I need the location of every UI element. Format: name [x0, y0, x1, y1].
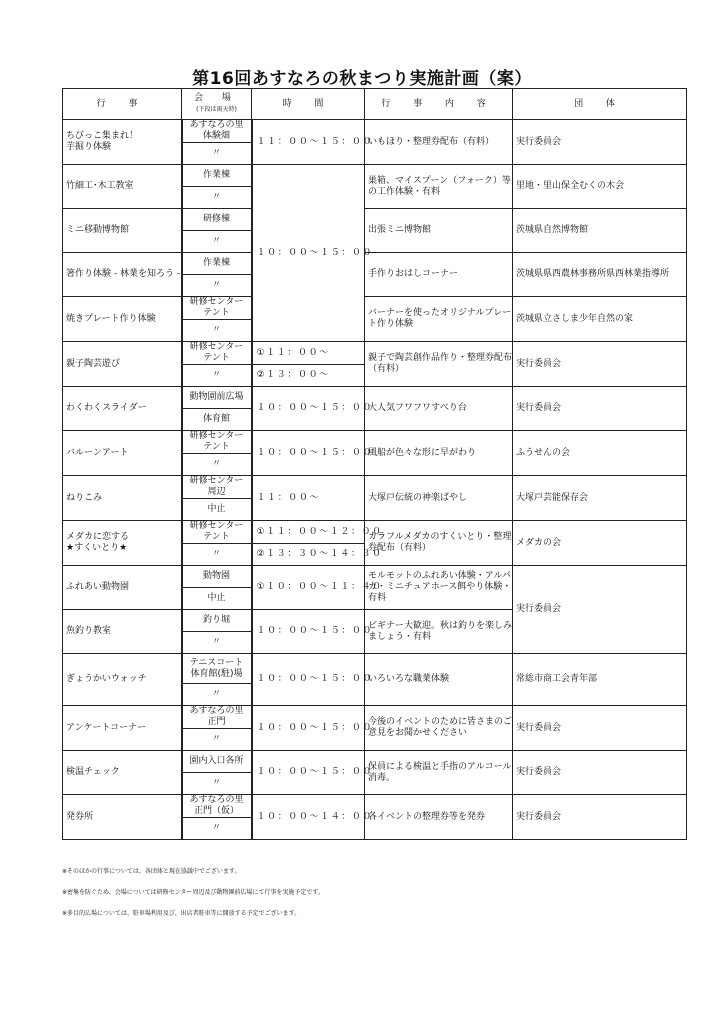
- time-second: ②１３：３０～１４：３０: [252, 544, 365, 566]
- header-venue-sub: (下段は雨天時): [196, 106, 237, 113]
- organizer: 実行委員会: [513, 566, 687, 654]
- time: １０：００～１５：００: [252, 610, 365, 654]
- organizer: メダカの会: [513, 521, 687, 566]
- table-row: [63, 654, 687, 684]
- organizer: 実行委員会: [513, 342, 687, 387]
- event-name: 親子陶芸遊び: [63, 342, 182, 387]
- event-name: わくわくスライダー: [63, 387, 182, 431]
- table-row: [63, 342, 687, 365]
- table-row: [63, 297, 687, 320]
- time: １０：００～１５：００: [252, 706, 365, 751]
- event-content: いろいろな職業体験: [365, 654, 513, 706]
- event-content: 手作りおはしコーナー: [365, 253, 513, 297]
- table-row: [63, 120, 687, 143]
- time: １０：００～１５：００: [252, 751, 365, 795]
- time-second: ②１３：００～: [252, 365, 365, 387]
- time: ①１１：００～１２：００: [252, 521, 365, 544]
- venue-rain: 〃: [182, 632, 252, 654]
- event-content: ビギナー大歓迎。秋は釣りを楽しみましょう・有料: [365, 610, 513, 654]
- venue: テニスコート 体育館(駐)場: [182, 654, 252, 684]
- event-name: メダカに恋する ★すくいとり★: [63, 521, 182, 566]
- venue: あすなろの里 体験畑: [182, 120, 252, 143]
- event-content: モルモットのふれあい体験・アルパカ・ミニチュアホース餌やり体験・有料: [365, 566, 513, 610]
- venue-rain: 〃: [182, 454, 252, 476]
- venue: 動物園前広場: [182, 387, 252, 409]
- event-content: カラフルメダカのすくいとり・整理券配布（有料）: [365, 521, 513, 566]
- venue-rain: 体育館: [182, 409, 252, 431]
- time: １１：００～１５：００: [252, 120, 365, 165]
- venue: 研修センター テント: [182, 297, 252, 320]
- table-row: [63, 566, 687, 588]
- event-content: いもほり・整理券配布（有料）: [365, 120, 513, 165]
- event-content: 出張ミニ博物館: [365, 209, 513, 253]
- venue: あすなろの里 正門（仮）: [182, 795, 252, 818]
- table-row: [63, 706, 687, 729]
- event-content: 風船が色々な形に早がわり: [365, 431, 513, 476]
- time: ①１１：００～: [252, 342, 365, 365]
- venue: 作業棟: [182, 165, 252, 187]
- event-name: 魚釣り教室: [63, 610, 182, 654]
- time: １０：００～１５：００: [252, 654, 365, 706]
- organizer: 実行委員会: [513, 751, 687, 795]
- header-venue-label: 会 場: [194, 93, 239, 103]
- header-org: 団 体: [513, 89, 687, 120]
- header-time: 時 間: [252, 89, 365, 120]
- note-item: ※多目的広場については、駐車場利用及び、出店者駐車等に開放する予定でございます。: [62, 910, 301, 917]
- venue-rain: 〃: [182, 320, 252, 342]
- venue-rain: 〃: [182, 187, 252, 209]
- organizer: ふうせんの会: [513, 431, 687, 476]
- venue-rain: 〃: [182, 544, 252, 566]
- event-name: バルーンアート: [63, 431, 182, 476]
- organizer: 茨城県立さしま少年自然の家: [513, 297, 687, 342]
- note-item: ※密集を防ぐため、会場については研修センター周辺及び動物園前広場にて行事を実施予定です。: [62, 889, 324, 896]
- venue: あすなろの里 正門: [182, 706, 252, 729]
- event-name: ぎょうかいウォッチ: [63, 654, 182, 706]
- event-name: 焼きプレート作り体験: [63, 297, 182, 342]
- venue-rain: 〃: [182, 275, 252, 297]
- event-name: ねりこみ: [63, 476, 182, 521]
- venue: 研修センター テント: [182, 431, 252, 454]
- event-content: 大人気フワフワすべり台: [365, 387, 513, 431]
- venue: 研修棟: [182, 209, 252, 231]
- organizer: 茨城県県西農林事務所県西林業指導所: [513, 253, 687, 297]
- table-row: [63, 165, 687, 187]
- header-venue: [182, 89, 252, 120]
- event-name: アンケートコーナー: [63, 706, 182, 751]
- venue: 園内入口各所: [182, 751, 252, 773]
- header-row: [63, 89, 687, 120]
- organizer: 実行委員会: [513, 120, 687, 165]
- time: ①１０：００～１１：４０: [252, 566, 365, 610]
- venue-rain: 〃: [182, 773, 252, 795]
- time: １０：００～１４：００: [252, 795, 365, 840]
- venue: 研修センター テント: [182, 342, 252, 365]
- note-item: ※そのほかの行事については、各団体と現在協議中でございます。: [62, 868, 241, 875]
- time: １０：００～１５：００: [252, 165, 365, 342]
- organizer: 実行委員会: [513, 387, 687, 431]
- venue-rain: 〃: [182, 684, 252, 706]
- table-row: [63, 387, 687, 409]
- time: １１：００～: [252, 476, 365, 521]
- time: １０：００～１５：００: [252, 431, 365, 476]
- event-name: ちびっこ集まれ！ 芋掘り体験: [63, 120, 182, 165]
- venue: 動物園: [182, 566, 252, 588]
- table-row: [63, 795, 687, 818]
- event-name: 竹細工･木工教室: [63, 165, 182, 209]
- organizer: 大塚戸芸能保存会: [513, 476, 687, 521]
- event-name: 検温チェック: [63, 751, 182, 795]
- event-content: 各イベントの整理券等を発券: [365, 795, 513, 840]
- schedule-table: [62, 88, 687, 840]
- table-row: [63, 253, 687, 275]
- page-title: 第16回あすなろの秋まつり実施計画（案）: [192, 69, 532, 89]
- event-content: バーナーを使ったオリジナルプレート作り体験: [365, 297, 513, 342]
- venue-rain: 中止: [182, 499, 252, 521]
- venue-rain: 〃: [182, 231, 252, 253]
- table-row: [63, 521, 687, 544]
- event-name: 発券所: [63, 795, 182, 840]
- table-row: [63, 751, 687, 773]
- event-content: 保員による検温と手指のアルコール消毒。: [365, 751, 513, 795]
- header-content: 行 事 内 容: [365, 89, 513, 120]
- event-name: ミニ移動博物館: [63, 209, 182, 253]
- event-name: ふれあい動物園: [63, 566, 182, 610]
- venue: 研修センター 周辺: [182, 476, 252, 499]
- organizer: 茨城県自然博物館: [513, 209, 687, 253]
- time: １０：００～１５：００: [252, 387, 365, 431]
- venue: 釣り堀: [182, 610, 252, 632]
- organizer: 里地・里山保全むくの木会: [513, 165, 687, 209]
- event-name: 箸作り体験 - 林業を知ろう -: [63, 253, 182, 297]
- table-row: [63, 476, 687, 499]
- venue-rain: 〃: [182, 143, 252, 165]
- venue-rain: 〃: [182, 729, 252, 751]
- event-content: 大塚戸伝統の神楽ばやし: [365, 476, 513, 521]
- header-event: 行 事: [63, 89, 182, 120]
- organizer: 常総市商工会青年部: [513, 654, 687, 706]
- organizer: 実行委員会: [513, 795, 687, 840]
- venue-rain: 〃: [182, 818, 252, 840]
- table-row: [63, 431, 687, 454]
- venue-rain: 〃: [182, 365, 252, 387]
- organizer: 実行委員会: [513, 706, 687, 751]
- event-content: 親子で陶芸創作品作り・整理券配布（有料）: [365, 342, 513, 387]
- venue-rain: 中止: [182, 588, 252, 610]
- event-content: 今後のイベントのために皆さまのご意見をお聞かせください: [365, 706, 513, 751]
- notes: [62, 868, 324, 931]
- event-content: 巣箱、マイスプーン（フォーク）等の工作体験・有料: [365, 165, 513, 209]
- venue: 研修センター テント: [182, 521, 252, 544]
- venue: 作業棟: [182, 253, 252, 275]
- table-row: [63, 209, 687, 231]
